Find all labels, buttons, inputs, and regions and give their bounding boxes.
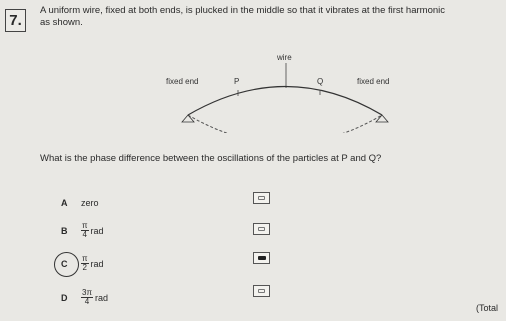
option-d-fraction <box>81 289 93 306</box>
wire-curve-up <box>188 87 382 116</box>
option-b-denominator: 4 <box>82 230 87 239</box>
total-marks-label: (Total <box>476 303 499 313</box>
point-q-label: Q <box>317 77 324 86</box>
option-c-numerator: π <box>82 254 88 263</box>
option-d-denominator: 4 <box>84 297 90 306</box>
option-d[interactable] <box>61 289 108 306</box>
option-c-unit: rad <box>90 258 104 269</box>
wire-curve-down <box>188 115 382 133</box>
option-b[interactable] <box>61 222 104 239</box>
option-d-numerator: 3π <box>82 288 92 297</box>
stem-line-2: as shown. <box>40 17 83 28</box>
point-p-label: P <box>234 77 240 86</box>
option-c-denominator: 2 <box>82 263 87 272</box>
question-prompt: What is the phase difference between the oscillations of the particles at P and Q? <box>40 153 382 164</box>
option-b-answer-box[interactable] <box>253 223 270 235</box>
option-c-answer-box[interactable] <box>253 252 270 264</box>
question-number: 7. <box>5 9 26 32</box>
option-d-unit: rad <box>94 292 108 303</box>
option-d-letter: D <box>61 292 68 303</box>
option-d-box-mark <box>258 289 265 293</box>
fixed-end-left-label: fixed end <box>166 77 199 86</box>
option-b-box-mark <box>258 227 265 231</box>
option-b-numerator: π <box>82 221 88 230</box>
option-b-unit: rad <box>90 225 104 236</box>
stem-line-1: A uniform wire, fixed at both ends, is plucked in the middle so that it vibrates at the first harmonic <box>40 5 446 16</box>
option-a-letter: A <box>61 198 68 208</box>
wire-label: wire <box>277 53 292 62</box>
option-c-fraction <box>81 255 89 272</box>
option-a[interactable] <box>61 198 99 208</box>
option-a-answer-box[interactable] <box>253 192 270 204</box>
question-stem <box>40 5 445 29</box>
option-c[interactable] <box>61 255 104 272</box>
option-c-letter: C <box>61 258 68 269</box>
option-c-box-mark <box>258 256 266 260</box>
standing-wave-diagram <box>160 48 410 133</box>
left-support-icon <box>182 115 194 122</box>
right-support-icon <box>376 115 388 122</box>
option-a-text: zero <box>81 198 99 208</box>
option-a-box-mark <box>258 196 265 200</box>
fixed-end-right-label: fixed end <box>357 77 390 86</box>
option-b-letter: B <box>61 225 68 236</box>
option-d-answer-box[interactable] <box>253 285 270 297</box>
option-b-fraction <box>81 222 89 239</box>
